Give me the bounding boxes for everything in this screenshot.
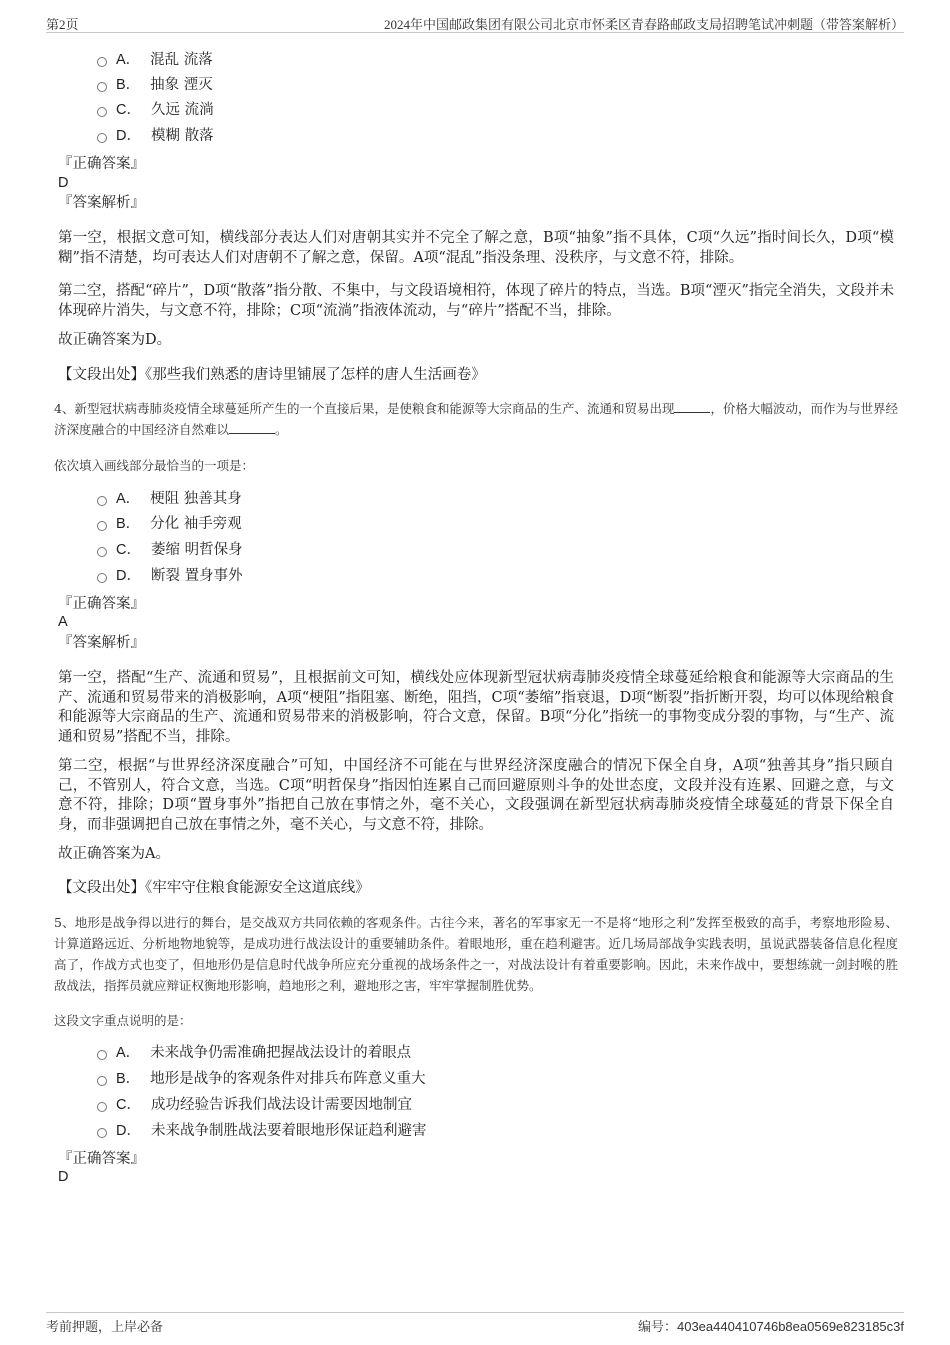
radio-icon[interactable] [97, 1076, 107, 1086]
q4-conclusion: 故正确答案为A。 [58, 846, 170, 862]
q4-option-b[interactable]: B． 分化 袖手旁观 [97, 514, 242, 534]
radio-icon[interactable] [97, 1128, 107, 1138]
radio-icon[interactable] [97, 82, 107, 92]
q3-option-b[interactable]: B． 抽象 湮灭 [97, 75, 213, 95]
blank-2 [229, 421, 275, 434]
radio-icon[interactable] [97, 521, 107, 531]
radio-icon[interactable] [97, 1102, 107, 1112]
page-header [46, 12, 904, 33]
q4-analysis-p2: 第二空，根据“与世界经济深度融合”可知，中国经济不可能在与世界经济深度融合的情况下保全自身，A项“独善其身”指只顾自己，不管别人，符合文意，当选。C项“明哲保身”指因怕连累自己而回避原则斗争的处世态度，文段并没有连累、回避之意，与文意不符，排除；D项“置身事外”指把自己放在事情之外，毫不关心，文段强调在新型冠状病毒肺炎疫情全球蔓延的背景下保全自身，而非强调把自己放在事情之外，毫不关心，与文意不符，排除。 [58, 758, 894, 833]
q3-answer-label: 『正确答案』 [58, 156, 145, 172]
document-title: 2024年中国邮政集团有限公司北京市怀柔区青春路邮政支局招聘笔试冲刺题（带答案解析） [383, 17, 904, 32]
q5-answer-label: 『正确答案』 [58, 1151, 145, 1167]
footer-slogan: 考前押题，上岸必备 [46, 1319, 164, 1334]
q4-answer: A [58, 614, 68, 630]
q4-option-c[interactable]: C． 萎缩 明哲保身 [97, 540, 243, 560]
radio-icon[interactable] [97, 1050, 107, 1060]
q3-analysis-label: 『答案解析』 [58, 195, 145, 211]
q3-option-c[interactable]: C． 久远 流淌 [97, 100, 214, 120]
q3-option-d[interactable]: D． 模糊 散落 [97, 126, 214, 146]
radio-icon[interactable] [97, 573, 107, 583]
q3-source: 【文段出处】《那些我们熟悉的唐诗里铺展了怎样的唐人生活画卷》 [58, 367, 486, 383]
q5-answer: D [58, 1169, 69, 1185]
page-number: 第2页 [46, 17, 79, 32]
q4-prompt: 依次填入画线部分最恰当的一项是： [54, 458, 255, 473]
radio-icon[interactable] [97, 547, 107, 557]
q5-option-a[interactable]: A． 未来战争仍需准确把握战法设计的着眼点 [97, 1043, 411, 1063]
q4-question: 4、新型冠状病毒肺炎疫情全球蔓延所产生的一个直接后果，是使粮食和能源等大宗商品的生产、流通和贸易出现 ，价格大幅波动，而作为与世界经济深度融合的中国经济自然难以 。 [54, 401, 898, 437]
q5-option-c[interactable]: C． 成功经验告诉我们战法设计需要因地制宜 [97, 1095, 412, 1115]
q5-option-b[interactable]: B． 地形是战争的客观条件对排兵布阵意义重大 [97, 1069, 426, 1089]
q4-option-d[interactable]: D． 断裂 置身事外 [97, 566, 243, 586]
radio-icon[interactable] [97, 133, 107, 143]
q4-analysis-label: 『答案解析』 [58, 635, 145, 651]
q4-analysis-p1: 第一空，搭配“生产、流通和贸易”，且根据前文可知，横线处应体现新型冠状病毒肺炎疫情全球蔓延给粮食和能源等大宗商品的生产、流通和贸易带来的消极影响，A项“梗阻”指阻塞、断绝，阻挡，C项“萎缩”指衰退，D项“断裂”指折断开裂，均可以体现给粮食和能源等大宗商品的生产、流通和贸易带来的消极影响，符合文意，保留。B项“分化”指统一的事物变成分裂的事物，与“生产、流通和贸易”搭配不当，排除。 [58, 670, 894, 745]
q3-option-a[interactable]: A． 混乱 流落 [97, 50, 213, 70]
radio-icon[interactable] [97, 496, 107, 506]
q4-option-a[interactable]: A． 梗阻 独善其身 [97, 489, 242, 509]
q4-answer-label: 『正确答案』 [58, 596, 145, 612]
blank-1 [674, 400, 710, 413]
q5-option-d[interactable]: D． 未来战争制胜战法要着眼地形保证趋利避害 [97, 1121, 426, 1141]
q4-source: 【文段出处】《牢牢守住粮食能源安全这道底线》 [58, 880, 370, 896]
q3-analysis-p2: 第二空，搭配“碎片”，D项“散落”指分散、不集中，与文段语境相符，体现了碎片的特点，当选。B项“湮灭”指完全消失，文段并未体现碎片消失，与文意不符，排除；C项“流淌”指液体流动，与“碎片”搭配不当，排除。 [58, 283, 894, 319]
footer-code: 编号：403ea440410746b8ea0569e823185c3f [637, 1319, 904, 1334]
q3-analysis-p1: 第一空，根据文意可知，横线部分表达人们对唐朝其实并不完全了解之意，B项“抽象”指不具体，C项“久远”指时间长久，D项“模糊”指不清楚，均可表达人们对唐朝不了解之意，保留。A项“混乱”指没条理、没秩序，与文意不符，排除。 [58, 230, 894, 266]
q3-answer: D [58, 175, 69, 191]
q5-prompt: 这段文字重点说明的是： [54, 1013, 192, 1028]
radio-icon[interactable] [97, 107, 107, 117]
page-footer [46, 1312, 904, 1334]
radio-icon[interactable] [97, 57, 107, 67]
q5-question: 5、地形是战争得以进行的舞台，是交战双方共同依赖的客观条件。古往今来，著名的军事家无一不是将“地形之利”发挥至极致的高手，考察地形险易、计算道路远近、分析地物地貌等，是成功进行战法设计的重要辅助条件。着眼地形，重在趋利避害。近几场局部战争实践表明，虽说武器装备信息化程度高了，作战方式也变了，但地形仍是信息时代战争所应充分重视的战场条件之一，对战法设计有着重要影响。因此，未来作战中，要想练就一剑封喉的胜敌战法，指挥员就应辩证权衡地形影响，趋地形之利，避地形之害，牢牢掌握制胜优势。 [54, 915, 898, 993]
q3-conclusion: 故正确答案为D。 [58, 332, 172, 348]
